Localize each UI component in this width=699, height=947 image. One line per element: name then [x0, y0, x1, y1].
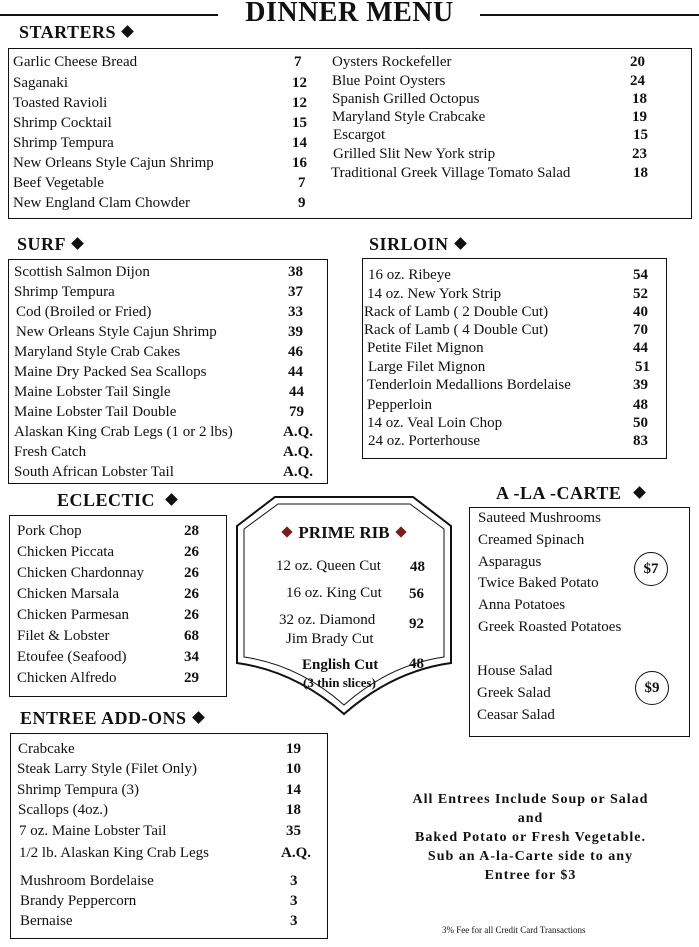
surf-item-price: A.Q. [283, 424, 313, 440]
title-rule-right [480, 14, 699, 16]
surf-item-name: Scottish Salmon Dijon [14, 264, 150, 280]
a-la-carte-side: Creamed Spinach [478, 532, 585, 548]
starters-title: STARTERS [19, 22, 117, 42]
sirloin-item-name: Petite Filet Mignon [367, 340, 484, 356]
salads-price-badge: $9 [635, 671, 669, 705]
eclectic-item-name: Chicken Parmesan [17, 607, 130, 623]
starters-item-price: 14 [292, 135, 307, 151]
addons-item-price: 19 [286, 741, 301, 757]
prime-rib-heading [231, 523, 457, 543]
starters-item-price: 12 [292, 95, 307, 111]
surf-item-name: South African Lobster Tail [14, 464, 174, 480]
starters-item-name: Oysters Rockefeller [332, 54, 452, 70]
addons-item-name: Bernaise [20, 913, 73, 929]
sirloin-item-price: 48 [633, 397, 648, 413]
surf-item-name: Alaskan King Crab Legs (1 or 2 lbs) [14, 424, 233, 440]
starters-item-name: Saganaki [13, 75, 68, 91]
note-line: Entree for $3 [484, 868, 577, 883]
surf-item-price: 44 [289, 384, 304, 400]
starters-item-price: 9 [298, 195, 306, 211]
eclectic-item-name: Pork Chop [17, 523, 82, 539]
eclectic-item-name: Etoufee (Seafood) [17, 649, 127, 665]
surf-item-price: 37 [288, 284, 303, 300]
eclectic-item-price: 26 [184, 607, 199, 623]
prime-rib-item-name: English Cut [302, 657, 379, 673]
starters-item-name: Shrimp Tempura [13, 135, 114, 151]
sirloin-item-price: 52 [633, 286, 648, 302]
a-la-carte-side: Twice Baked Potato [478, 575, 599, 591]
eclectic-heading [57, 490, 176, 511]
starters-item-name: Shrimp Cocktail [13, 115, 112, 131]
surf-item-price: A.Q. [283, 464, 313, 480]
surf-item-price: 38 [288, 264, 303, 280]
surf-item-price: 79 [289, 404, 304, 420]
eclectic-item-price: 34 [184, 649, 199, 665]
starters-item-name: Garlic Cheese Bread [13, 54, 138, 70]
addons-item-name: Crabcake [18, 741, 75, 757]
prime-rib-item-name: 16 oz. King Cut [286, 585, 382, 601]
starters-item-price: 19 [632, 109, 647, 125]
eclectic-item-price: 29 [184, 670, 199, 686]
eclectic-item-price: 26 [184, 586, 199, 602]
sirloin-item-name: Pepperloin [367, 397, 432, 413]
sirloin-item-name: 24 oz. Porterhouse [368, 433, 481, 449]
sirloin-item-name: Tenderloin Medallions Bordelaise [367, 377, 571, 393]
page-title: DINNER MENU [245, 0, 454, 28]
surf-item-name: New Orleans Style Cajun Shrimp [16, 324, 217, 340]
prime-rib-item-name-line2: Jim Brady Cut [286, 631, 374, 647]
eclectic-item-name: Chicken Chardonnay [17, 565, 145, 581]
a-la-carte-title: A -LA -CARTE [496, 483, 622, 503]
prime-rib-title: PRIME RIB [298, 523, 390, 542]
surf-item-price: 46 [288, 344, 303, 360]
diamond-icon [192, 711, 205, 724]
addons-item-name: 1/2 lb. Alaskan King Crab Legs [19, 845, 209, 861]
surf-heading [17, 234, 82, 255]
prime-rib-item-price: 92 [409, 616, 424, 632]
eclectic-item-name: Chicken Marsala [17, 586, 120, 602]
diamond-icon [121, 25, 134, 38]
sirloin-heading [369, 234, 465, 255]
entree-note [378, 790, 683, 885]
eclectic-item-name: Chicken Piccata [17, 544, 115, 560]
starters-item-price: 18 [633, 165, 648, 181]
eclectic-item-name: Chicken Alfredo [17, 670, 117, 686]
addons-item-name: Shrimp Tempura (3) [17, 782, 139, 798]
starters-item-name: Toasted Ravioli [13, 95, 108, 111]
addons-item-name: Mushroom Bordelaise [20, 873, 154, 889]
prime-rib-item-price: 56 [409, 586, 424, 602]
eclectic-item-name: Filet & Lobster [17, 628, 110, 644]
starters-item-price: 7 [294, 54, 302, 70]
sirloin-item-price: 51 [635, 359, 650, 375]
a-la-carte-side: Greek Roasted Potatoes [478, 619, 622, 635]
sirloin-item-price: 50 [633, 415, 648, 431]
sirloin-item-name: Rack of Lamb ( 4 Double Cut) [364, 322, 549, 338]
prime-rib-item-name-line2: (3 thin slices) [303, 675, 376, 690]
prime-rib-item-name: 32 oz. Diamond [279, 612, 376, 628]
note-line: and [517, 811, 544, 826]
surf-item-price: A.Q. [283, 444, 313, 460]
eclectic-item-price: 26 [184, 544, 199, 560]
sirloin-item-price: 83 [633, 433, 648, 449]
sirloin-item-name: Large Filet Mignon [368, 359, 486, 375]
note-line: Sub an A-la-Carte side to any [427, 849, 634, 864]
starters-item-name: Traditional Greek Village Tomato Salad [331, 165, 571, 181]
surf-item-name: Cod (Broiled or Fried) [16, 304, 152, 320]
addons-item-name: Scallops (4oz.) [18, 802, 108, 818]
starters-item-name: New England Clam Chowder [13, 195, 191, 211]
surf-item-price: 44 [288, 364, 303, 380]
sirloin-item-price: 44 [633, 340, 648, 356]
starters-item-price: 15 [292, 115, 307, 131]
note-line: All Entrees Include Soup or Salad [412, 792, 649, 807]
addons-item-price: 14 [286, 782, 301, 798]
surf-title: SURF [17, 234, 67, 254]
addons-item-name: Brandy Peppercorn [20, 893, 137, 909]
sirloin-item-price: 54 [633, 267, 648, 283]
sirloin-item-name: 14 oz. Veal Loin Chop [367, 415, 503, 431]
eclectic-item-price: 26 [184, 565, 199, 581]
starters-item-name: Beef Vegetable [13, 175, 104, 191]
diamond-icon [454, 237, 467, 250]
starters-item-name: Grilled Slit New York strip [333, 146, 496, 162]
starters-item-name: Escargot [333, 127, 386, 143]
a-la-carte-side: Asparagus [478, 554, 542, 570]
sirloin-item-price: 40 [633, 304, 648, 320]
addons-item-price: 3 [290, 913, 298, 929]
starters-item-price: 24 [630, 73, 645, 89]
diamond-left-icon [282, 526, 293, 537]
surf-item-name: Maine Lobster Tail Single [14, 384, 171, 400]
starters-item-price: 12 [292, 75, 307, 91]
a-la-carte-salad: Greek Salad [477, 685, 551, 701]
sirloin-item-name: Rack of Lamb ( 2 Double Cut) [364, 304, 549, 320]
note-line: Baked Potato or Fresh Vegetable. [415, 830, 646, 845]
a-la-carte-salad: Ceasar Salad [477, 707, 555, 723]
sirloin-item-price: 39 [633, 377, 648, 393]
sirloin-item-name: 14 oz. New York Strip [367, 286, 502, 302]
sirloin-item-price: 70 [633, 322, 648, 338]
sides-price-badge: $7 [634, 552, 668, 586]
addons-item-price: A.Q. [281, 845, 311, 861]
diamond-icon [634, 486, 647, 499]
a-la-carte-side: Anna Potatoes [478, 597, 566, 613]
starters-item-price: 18 [632, 91, 647, 107]
addons-title: ENTREE ADD-ONS [20, 708, 187, 728]
eclectic-item-price: 68 [184, 628, 199, 644]
a-la-carte-salad: House Salad [477, 663, 553, 679]
diamond-icon [71, 237, 84, 250]
starters-heading [19, 22, 132, 43]
surf-item-price: 39 [288, 324, 303, 340]
addons-item-name: 7 oz. Maine Lobster Tail [19, 823, 167, 839]
starters-item-price: 20 [630, 54, 645, 70]
starters-item-price: 7 [298, 175, 306, 191]
eclectic-item-price: 28 [184, 523, 199, 539]
a-la-carte-side: Sauteed Mushrooms [478, 510, 601, 526]
a-la-carte-heading [496, 483, 644, 504]
sirloin-item-name: 16 oz. Ribeye [368, 267, 451, 283]
starters-item-name: Maryland Style Crabcake [332, 109, 486, 125]
credit-card-fee-note: 3% Fee for all Credit Card Transactions [442, 925, 586, 935]
surf-item-name: Maine Lobster Tail Double [14, 404, 177, 420]
surf-item-price: 33 [288, 304, 303, 320]
sirloin-title: SIRLOIN [369, 234, 449, 254]
starters-item-name: Blue Point Oysters [332, 73, 446, 89]
addons-item-price: 10 [286, 761, 301, 777]
addons-item-price: 35 [286, 823, 301, 839]
starters-item-name: New Orleans Style Cajun Shrimp [13, 155, 214, 171]
eclectic-title: ECLECTIC [57, 490, 156, 510]
addons-item-name: Steak Larry Style (Filet Only) [17, 761, 197, 777]
addons-item-price: 18 [286, 802, 301, 818]
diamond-icon [165, 493, 178, 506]
starters-item-price: 23 [632, 146, 647, 162]
addons-item-price: 3 [290, 893, 298, 909]
prime-rib-item-name: 12 oz. Queen Cut [276, 558, 381, 574]
addons-item-price: 3 [290, 873, 298, 889]
addons-heading [20, 708, 203, 729]
starters-item-name: Spanish Grilled Octopus [332, 91, 480, 107]
prime-rib-item-price: 48 [410, 559, 425, 575]
starters-item-price: 15 [633, 127, 648, 143]
prime-rib-item-price: 48 [409, 656, 424, 672]
surf-item-name: Shrimp Tempura [14, 284, 115, 300]
starters-item-price: 16 [292, 155, 307, 171]
surf-item-name: Fresh Catch [14, 444, 87, 460]
diamond-right-icon [395, 526, 406, 537]
surf-item-name: Maine Dry Packed Sea Scallops [14, 364, 207, 380]
surf-item-name: Maryland Style Crab Cakes [14, 344, 181, 360]
